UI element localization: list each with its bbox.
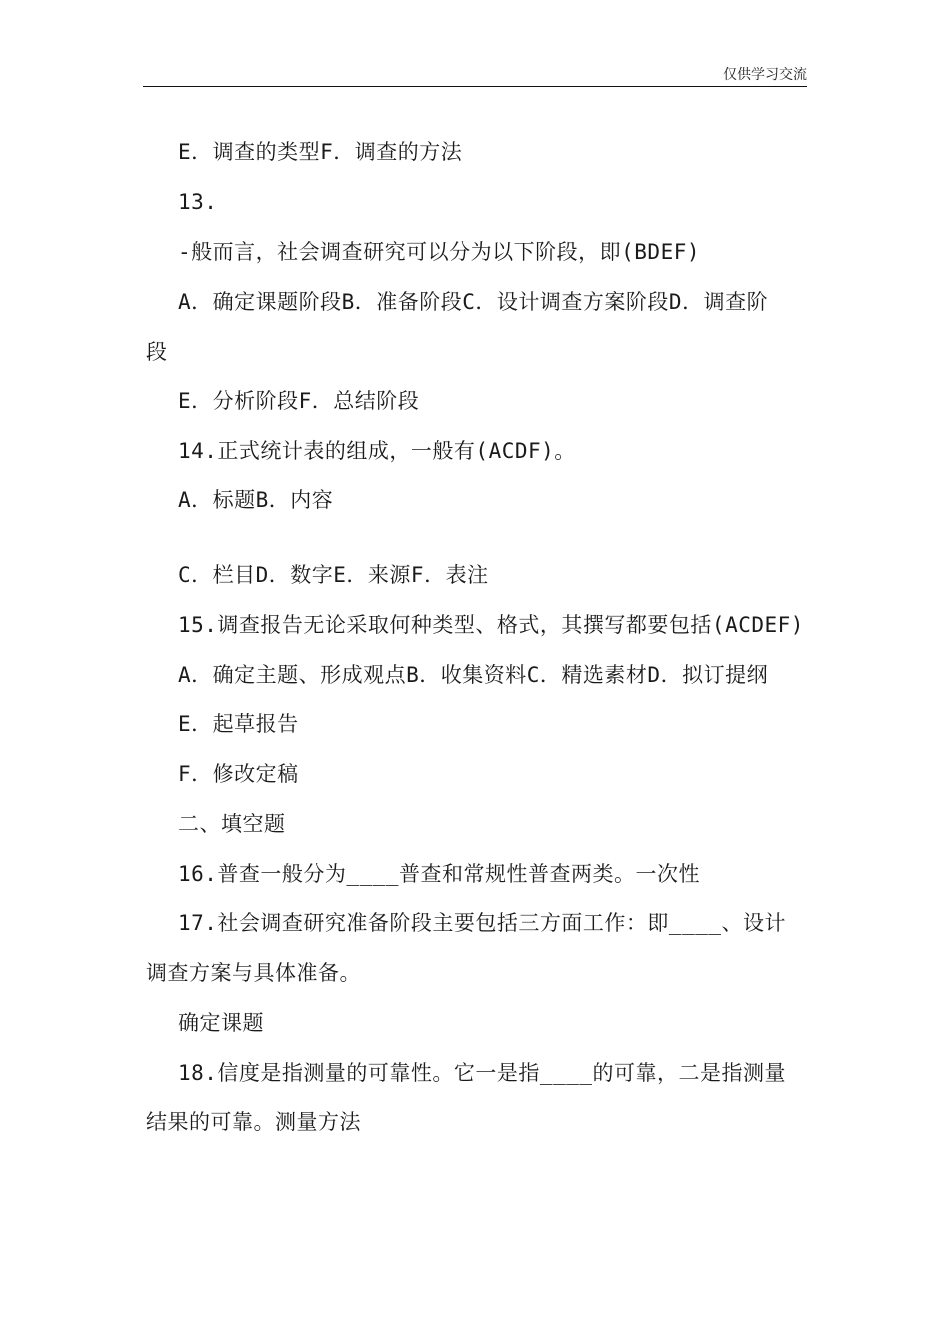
text-line: 14.正式统计表的组成，一般有(ACDF)。 xyxy=(178,439,576,463)
text-line: 调查方案与具体准备。 xyxy=(146,961,361,985)
text-line: 16.普查一般分为____普查和常规性普查两类。一次性 xyxy=(178,862,700,886)
text-line: 15.调查报告无论采取何种类型、格式，其撰写都要包括(ACDEF) xyxy=(178,613,804,637)
text-line: 确定课题 xyxy=(178,1011,264,1035)
text-line: 18.信度是指测量的可靠性。它一是指____的可靠，二是指测量 xyxy=(178,1061,786,1085)
text-line: E．分析阶段F．总结阶段 xyxy=(178,389,420,413)
text-line: 结果的可靠。测量方法 xyxy=(146,1110,361,1134)
section-heading: 二、填空题 xyxy=(178,812,286,836)
header-divider xyxy=(143,86,807,87)
text-line: E．调查的类型F．调查的方法 xyxy=(178,140,463,164)
text-line: -般而言，社会调查研究可以分为以下阶段，即(BDEF) xyxy=(178,240,700,264)
text-line: A．确定主题、形成观点B．收集资料C．精选素材D．拟订提纲 xyxy=(178,663,769,687)
header-label: 仅供学习交流 xyxy=(723,67,807,83)
text-line: C．栏目D．数字E．来源F．表注 xyxy=(178,563,489,587)
text-line: A．确定课题阶段B．准备阶段C．设计调查方案阶段D．调查阶 xyxy=(178,290,769,314)
text-line: E．起草报告 xyxy=(178,712,299,736)
text-line: 13. xyxy=(178,190,218,214)
text-line: A．标题B．内容 xyxy=(178,488,334,512)
text-line: 17.社会调查研究准备阶段主要包括三方面工作：即____、设计 xyxy=(178,911,786,935)
text-line: 段 xyxy=(146,340,168,364)
text-line: F．修改定稿 xyxy=(178,762,299,786)
